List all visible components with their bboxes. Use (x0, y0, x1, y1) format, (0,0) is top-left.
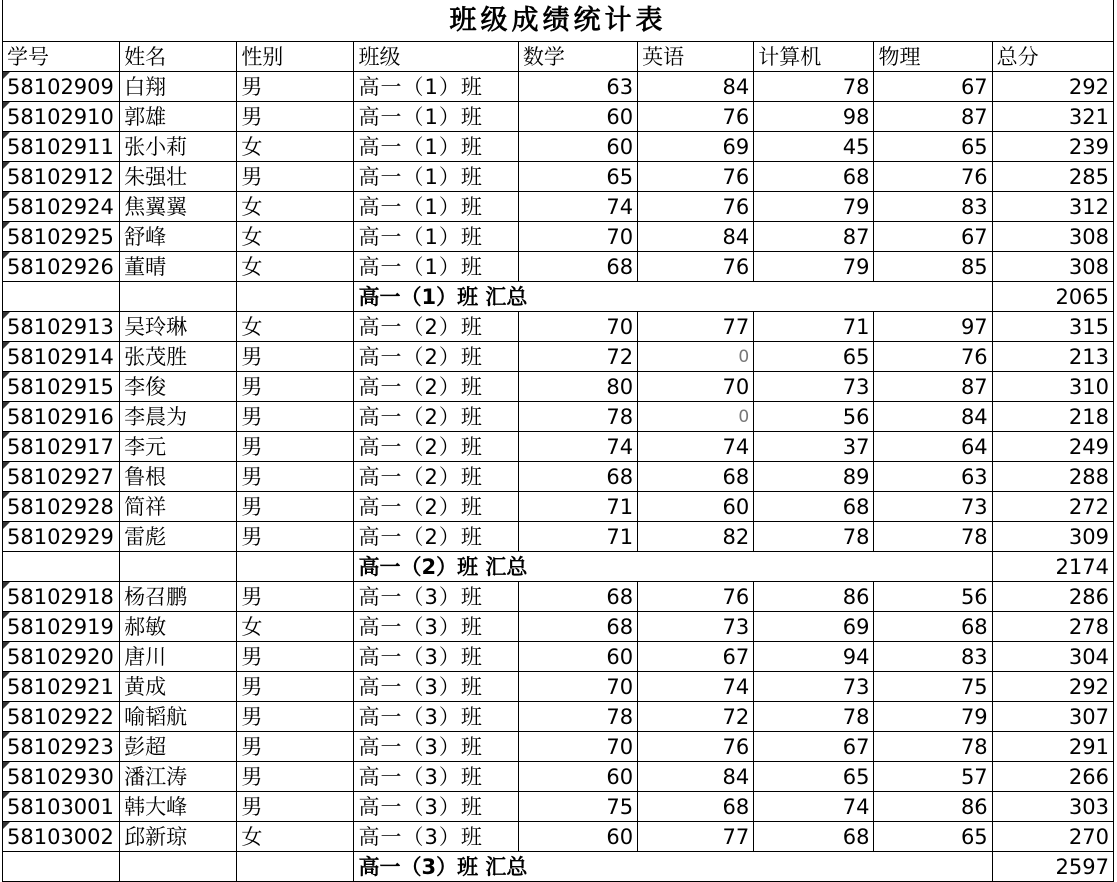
cell-english[interactable]: 77 (638, 822, 754, 852)
summary-label-cell[interactable]: 高一（3）班 汇总 (354, 852, 992, 882)
cell-total[interactable]: 308 (992, 252, 1113, 282)
cell-math[interactable]: 65 (518, 162, 637, 192)
cell-physics[interactable]: 76 (874, 162, 992, 192)
table-row (3, 312, 1114, 342)
cell-total[interactable]: 312 (992, 192, 1113, 222)
cell-math[interactable]: 70 (518, 222, 637, 252)
cell-total[interactable]: 270 (992, 822, 1113, 852)
cell-id[interactable]: 58102928 (3, 492, 120, 522)
cell-computer[interactable]: 56 (754, 402, 874, 432)
table-row (3, 612, 1114, 642)
cell-name[interactable]: 舒峰 (120, 222, 237, 252)
cell-name[interactable]: 杨召鹏 (120, 582, 237, 612)
cell-english[interactable]: 84 (638, 222, 754, 252)
cell-physics[interactable]: 73 (874, 492, 992, 522)
cell-total[interactable]: 308 (992, 222, 1113, 252)
cell-computer[interactable]: 68 (754, 162, 874, 192)
cell-english[interactable]: 68 (638, 792, 754, 822)
header-row (3, 42, 1114, 72)
table-row (3, 702, 1114, 732)
cell-english[interactable]: 72 (638, 702, 754, 732)
cell-english[interactable]: 84 (638, 72, 754, 102)
cell-physics[interactable]: 65 (874, 132, 992, 162)
cell-gender[interactable]: 男 (237, 762, 354, 792)
cell-id[interactable]: 58102926 (3, 252, 120, 282)
cell-gender[interactable]: 男 (237, 162, 354, 192)
cell-english[interactable]: 84 (638, 762, 754, 792)
cell-computer[interactable]: 67 (754, 732, 874, 762)
cell-math[interactable]: 60 (518, 132, 637, 162)
cell-math[interactable]: 68 (518, 252, 637, 282)
header-cell-english[interactable]: 英语 (638, 42, 754, 72)
cell-physics[interactable]: 56 (874, 582, 992, 612)
header-cell-math[interactable]: 数学 (518, 42, 637, 72)
empty-cell[interactable] (237, 282, 354, 312)
cell-name[interactable]: 李元 (120, 432, 237, 462)
empty-cell[interactable] (3, 552, 120, 582)
cell-english[interactable]: 68 (638, 462, 754, 492)
cell-id[interactable]: 58102921 (3, 672, 120, 702)
cell-total[interactable]: 266 (992, 762, 1113, 792)
table-row (3, 72, 1114, 102)
table-row (3, 102, 1114, 132)
table-row (3, 192, 1114, 222)
cell-class[interactable]: 高一（1）班 (354, 132, 518, 162)
cell-name[interactable]: 黄成 (120, 672, 237, 702)
cell-name[interactable]: 郝敏 (120, 612, 237, 642)
table-row (3, 642, 1114, 672)
cell-computer[interactable]: 87 (754, 222, 874, 252)
summary-total-cell[interactable]: 2065 (992, 282, 1113, 312)
cell-total[interactable]: 307 (992, 702, 1113, 732)
cell-class[interactable]: 高一（1）班 (354, 162, 518, 192)
table-row (3, 252, 1114, 282)
table-row (3, 762, 1114, 792)
cell-id[interactable]: 58102920 (3, 642, 120, 672)
table-row (3, 732, 1114, 762)
cell-total[interactable]: 272 (992, 492, 1113, 522)
cell-english[interactable]: 74 (638, 432, 754, 462)
cell-total[interactable]: 321 (992, 102, 1113, 132)
cell-name[interactable]: 韩大峰 (120, 792, 237, 822)
cell-gender[interactable]: 女 (237, 132, 354, 162)
cell-physics[interactable]: 83 (874, 192, 992, 222)
cell-computer[interactable]: 79 (754, 192, 874, 222)
spreadsheet (2, 0, 1114, 882)
cell-english[interactable]: 77 (638, 312, 754, 342)
table-row (3, 432, 1114, 462)
cell-class[interactable]: 高一（2）班 (354, 402, 518, 432)
cell-gender[interactable]: 女 (237, 612, 354, 642)
cell-gender[interactable]: 男 (237, 372, 354, 402)
cell-english[interactable]: 73 (638, 612, 754, 642)
cell-class[interactable]: 高一（3）班 (354, 732, 518, 762)
cell-computer[interactable]: 45 (754, 132, 874, 162)
cell-total[interactable]: 292 (992, 672, 1113, 702)
header-cell-computer[interactable]: 计算机 (754, 42, 874, 72)
cell-class[interactable]: 高一（3）班 (354, 702, 518, 732)
table-row (3, 162, 1114, 192)
table-row (3, 582, 1114, 612)
sheet-title: 班级成绩统计表 (2, 0, 1114, 41)
cell-physics[interactable]: 83 (874, 642, 992, 672)
header-cell-id[interactable]: 学号 (3, 42, 120, 72)
cell-english[interactable]: 76 (638, 582, 754, 612)
cell-physics[interactable]: 85 (874, 252, 992, 282)
table-row (3, 792, 1114, 822)
cell-gender[interactable]: 女 (237, 312, 354, 342)
cell-math[interactable]: 68 (518, 582, 637, 612)
cell-gender[interactable]: 女 (237, 822, 354, 852)
table-row (3, 372, 1114, 402)
cell-physics[interactable]: 63 (874, 462, 992, 492)
cell-english[interactable]: 76 (638, 252, 754, 282)
cell-physics[interactable]: 78 (874, 732, 992, 762)
cell-class[interactable]: 高一（3）班 (354, 612, 518, 642)
cell-english[interactable]: 0 (638, 342, 754, 372)
cell-gender[interactable]: 女 (237, 222, 354, 252)
cell-math[interactable]: 71 (518, 492, 637, 522)
cell-physics[interactable]: 79 (874, 702, 992, 732)
cell-total[interactable]: 310 (992, 372, 1113, 402)
cell-total[interactable]: 291 (992, 732, 1113, 762)
empty-cell[interactable] (120, 282, 237, 312)
cell-math[interactable]: 71 (518, 522, 637, 552)
cell-gender[interactable]: 男 (237, 102, 354, 132)
cell-computer[interactable]: 89 (754, 462, 874, 492)
cell-total[interactable]: 304 (992, 642, 1113, 672)
cell-name[interactable]: 董晴 (120, 252, 237, 282)
summary-row (3, 552, 1114, 582)
cell-physics[interactable]: 87 (874, 102, 992, 132)
cell-physics[interactable]: 67 (874, 222, 992, 252)
cell-computer[interactable]: 68 (754, 822, 874, 852)
cell-gender[interactable]: 男 (237, 582, 354, 612)
cell-class[interactable]: 高一（1）班 (354, 102, 518, 132)
cell-class[interactable]: 高一（3）班 (354, 582, 518, 612)
cell-total[interactable]: 286 (992, 582, 1113, 612)
cell-total[interactable]: 309 (992, 522, 1113, 552)
cell-gender[interactable]: 男 (237, 792, 354, 822)
cell-computer[interactable]: 37 (754, 432, 874, 462)
cell-gender[interactable]: 女 (237, 252, 354, 282)
cell-physics[interactable]: 84 (874, 402, 992, 432)
cell-name[interactable]: 简祥 (120, 492, 237, 522)
cell-class[interactable]: 高一（2）班 (354, 492, 518, 522)
cell-computer[interactable]: 86 (754, 582, 874, 612)
cell-name[interactable]: 李俊 (120, 372, 237, 402)
cell-name[interactable]: 彭超 (120, 732, 237, 762)
cell-id[interactable]: 58102910 (3, 102, 120, 132)
table-row (3, 342, 1114, 372)
cell-name[interactable]: 喻韬航 (120, 702, 237, 732)
table-row (3, 402, 1114, 432)
cell-total[interactable]: 292 (992, 72, 1113, 102)
cell-math[interactable]: 70 (518, 672, 637, 702)
cell-id[interactable]: 58102913 (3, 312, 120, 342)
cell-physics[interactable]: 57 (874, 762, 992, 792)
cell-physics[interactable]: 97 (874, 312, 992, 342)
cell-math[interactable]: 70 (518, 312, 637, 342)
cell-class[interactable]: 高一（3）班 (354, 762, 518, 792)
cell-english[interactable]: 74 (638, 672, 754, 702)
summary-label-cell[interactable]: 高一（1）班 汇总 (354, 282, 992, 312)
cell-physics[interactable]: 78 (874, 522, 992, 552)
cell-gender[interactable]: 男 (237, 432, 354, 462)
cell-class[interactable]: 高一（2）班 (354, 342, 518, 372)
cell-english[interactable]: 76 (638, 162, 754, 192)
cell-id[interactable]: 58102930 (3, 762, 120, 792)
cell-id[interactable]: 58102924 (3, 192, 120, 222)
cell-english[interactable]: 76 (638, 732, 754, 762)
cell-class[interactable]: 高一（3）班 (354, 822, 518, 852)
cell-english[interactable]: 76 (638, 192, 754, 222)
cell-id[interactable]: 58102917 (3, 432, 120, 462)
cell-id[interactable]: 58102909 (3, 72, 120, 102)
empty-cell[interactable] (237, 552, 354, 582)
cell-computer[interactable]: 73 (754, 672, 874, 702)
cell-gender[interactable]: 男 (237, 702, 354, 732)
cell-computer[interactable]: 79 (754, 252, 874, 282)
cell-physics[interactable]: 86 (874, 792, 992, 822)
table-row (3, 672, 1114, 702)
cell-class[interactable]: 高一（1）班 (354, 252, 518, 282)
cell-computer[interactable]: 94 (754, 642, 874, 672)
summary-row (3, 282, 1114, 312)
cell-total[interactable]: 213 (992, 342, 1113, 372)
cell-english[interactable]: 70 (638, 372, 754, 402)
header-cell-gender[interactable]: 性别 (237, 42, 354, 72)
header-cell-class[interactable]: 班级 (354, 42, 518, 72)
cell-english[interactable]: 82 (638, 522, 754, 552)
empty-cell[interactable] (3, 282, 120, 312)
cell-english[interactable]: 67 (638, 642, 754, 672)
cell-name[interactable]: 唐川 (120, 642, 237, 672)
cell-computer[interactable]: 74 (754, 792, 874, 822)
cell-class[interactable]: 高一（3）班 (354, 792, 518, 822)
cell-id[interactable]: 58102927 (3, 462, 120, 492)
cell-gender[interactable]: 男 (237, 462, 354, 492)
cell-computer[interactable]: 65 (754, 342, 874, 372)
cell-id[interactable]: 58102911 (3, 132, 120, 162)
cell-physics[interactable]: 65 (874, 822, 992, 852)
cell-computer[interactable]: 69 (754, 612, 874, 642)
cell-computer[interactable]: 73 (754, 372, 874, 402)
header-cell-total[interactable]: 总分 (992, 42, 1113, 72)
cell-id[interactable]: 58103002 (3, 822, 120, 852)
score-table (2, 41, 1114, 882)
cell-computer[interactable]: 98 (754, 102, 874, 132)
cell-gender[interactable]: 男 (237, 492, 354, 522)
table-row (3, 492, 1114, 522)
cell-physics[interactable]: 75 (874, 672, 992, 702)
cell-class[interactable]: 高一（2）班 (354, 522, 518, 552)
empty-cell[interactable] (120, 552, 237, 582)
cell-computer[interactable]: 71 (754, 312, 874, 342)
cell-gender[interactable]: 男 (237, 72, 354, 102)
header-cell-name[interactable]: 姓名 (120, 42, 237, 72)
cell-computer[interactable]: 78 (754, 702, 874, 732)
cell-computer[interactable]: 78 (754, 72, 874, 102)
cell-total[interactable]: 278 (992, 612, 1113, 642)
cell-computer[interactable]: 78 (754, 522, 874, 552)
cell-id[interactable]: 58102919 (3, 612, 120, 642)
cell-math[interactable]: 60 (518, 102, 637, 132)
cell-gender[interactable]: 男 (237, 672, 354, 702)
cell-class[interactable]: 高一（1）班 (354, 222, 518, 252)
cell-name[interactable]: 鲁根 (120, 462, 237, 492)
cell-total[interactable]: 288 (992, 462, 1113, 492)
cell-computer[interactable]: 68 (754, 492, 874, 522)
cell-total[interactable]: 285 (992, 162, 1113, 192)
cell-class[interactable]: 高一（2）班 (354, 372, 518, 402)
header-cell-physics[interactable]: 物理 (874, 42, 992, 72)
cell-gender[interactable]: 女 (237, 192, 354, 222)
cell-computer[interactable]: 65 (754, 762, 874, 792)
cell-math[interactable]: 78 (518, 702, 637, 732)
table-row (3, 822, 1114, 852)
cell-name[interactable]: 朱强壮 (120, 162, 237, 192)
cell-total[interactable]: 315 (992, 312, 1113, 342)
cell-gender[interactable]: 男 (237, 642, 354, 672)
cell-name[interactable]: 白翔 (120, 72, 237, 102)
cell-gender[interactable]: 男 (237, 522, 354, 552)
cell-name[interactable]: 邱新琼 (120, 822, 237, 852)
cell-class[interactable]: 高一（2）班 (354, 462, 518, 492)
cell-name[interactable]: 焦翼翼 (120, 192, 237, 222)
cell-math[interactable]: 63 (518, 72, 637, 102)
cell-total[interactable]: 218 (992, 402, 1113, 432)
cell-name[interactable]: 李晨为 (120, 402, 237, 432)
cell-class[interactable]: 高一（1）班 (354, 72, 518, 102)
cell-math[interactable]: 75 (518, 792, 637, 822)
cell-math[interactable]: 70 (518, 732, 637, 762)
cell-english[interactable]: 76 (638, 102, 754, 132)
cell-math[interactable]: 60 (518, 762, 637, 792)
cell-gender[interactable]: 男 (237, 342, 354, 372)
table-row (3, 462, 1114, 492)
cell-class[interactable]: 高一（1）班 (354, 192, 518, 222)
cell-name[interactable]: 张小莉 (120, 132, 237, 162)
cell-id[interactable]: 58102916 (3, 402, 120, 432)
cell-id[interactable]: 58102918 (3, 582, 120, 612)
cell-physics[interactable]: 68 (874, 612, 992, 642)
cell-id[interactable]: 58102925 (3, 222, 120, 252)
cell-physics[interactable]: 76 (874, 342, 992, 372)
cell-math[interactable]: 68 (518, 462, 637, 492)
cell-math[interactable]: 74 (518, 432, 637, 462)
cell-class[interactable]: 高一（2）班 (354, 432, 518, 462)
cell-id[interactable]: 58103001 (3, 792, 120, 822)
cell-id[interactable]: 58102922 (3, 702, 120, 732)
cell-math[interactable]: 60 (518, 642, 637, 672)
cell-physics[interactable]: 87 (874, 372, 992, 402)
cell-id[interactable]: 58102929 (3, 522, 120, 552)
cell-math[interactable]: 74 (518, 192, 637, 222)
cell-total[interactable]: 249 (992, 432, 1113, 462)
cell-name[interactable]: 郭雄 (120, 102, 237, 132)
cell-id[interactable]: 58102915 (3, 372, 120, 402)
cell-gender[interactable]: 男 (237, 732, 354, 762)
summary-total-cell[interactable]: 2597 (992, 852, 1113, 882)
cell-english[interactable]: 0 (638, 402, 754, 432)
cell-math[interactable]: 78 (518, 402, 637, 432)
cell-id[interactable]: 58102912 (3, 162, 120, 192)
cell-gender[interactable]: 男 (237, 402, 354, 432)
cell-math[interactable]: 60 (518, 822, 637, 852)
cell-total[interactable]: 303 (992, 792, 1113, 822)
cell-id[interactable]: 58102923 (3, 732, 120, 762)
table-row (3, 522, 1114, 552)
cell-class[interactable]: 高一（3）班 (354, 642, 518, 672)
cell-total[interactable]: 239 (992, 132, 1113, 162)
cell-physics[interactable]: 67 (874, 72, 992, 102)
summary-label-cell[interactable]: 高一（2）班 汇总 (354, 552, 992, 582)
cell-name[interactable]: 张茂胜 (120, 342, 237, 372)
cell-class[interactable]: 高一（3）班 (354, 672, 518, 702)
cell-english[interactable]: 69 (638, 132, 754, 162)
cell-class[interactable]: 高一（2）班 (354, 312, 518, 342)
table-row (3, 132, 1114, 162)
cell-physics[interactable]: 64 (874, 432, 992, 462)
cell-id[interactable]: 58102914 (3, 342, 120, 372)
cell-english[interactable]: 60 (638, 492, 754, 522)
cell-name[interactable]: 潘江涛 (120, 762, 237, 792)
table-row (3, 222, 1114, 252)
summary-total-cell[interactable]: 2174 (992, 552, 1113, 582)
cell-math[interactable]: 68 (518, 612, 637, 642)
cell-math[interactable]: 72 (518, 342, 637, 372)
cell-math[interactable]: 80 (518, 372, 637, 402)
cell-name[interactable]: 雷彪 (120, 522, 237, 552)
cell-name[interactable]: 吴玲琳 (120, 312, 237, 342)
